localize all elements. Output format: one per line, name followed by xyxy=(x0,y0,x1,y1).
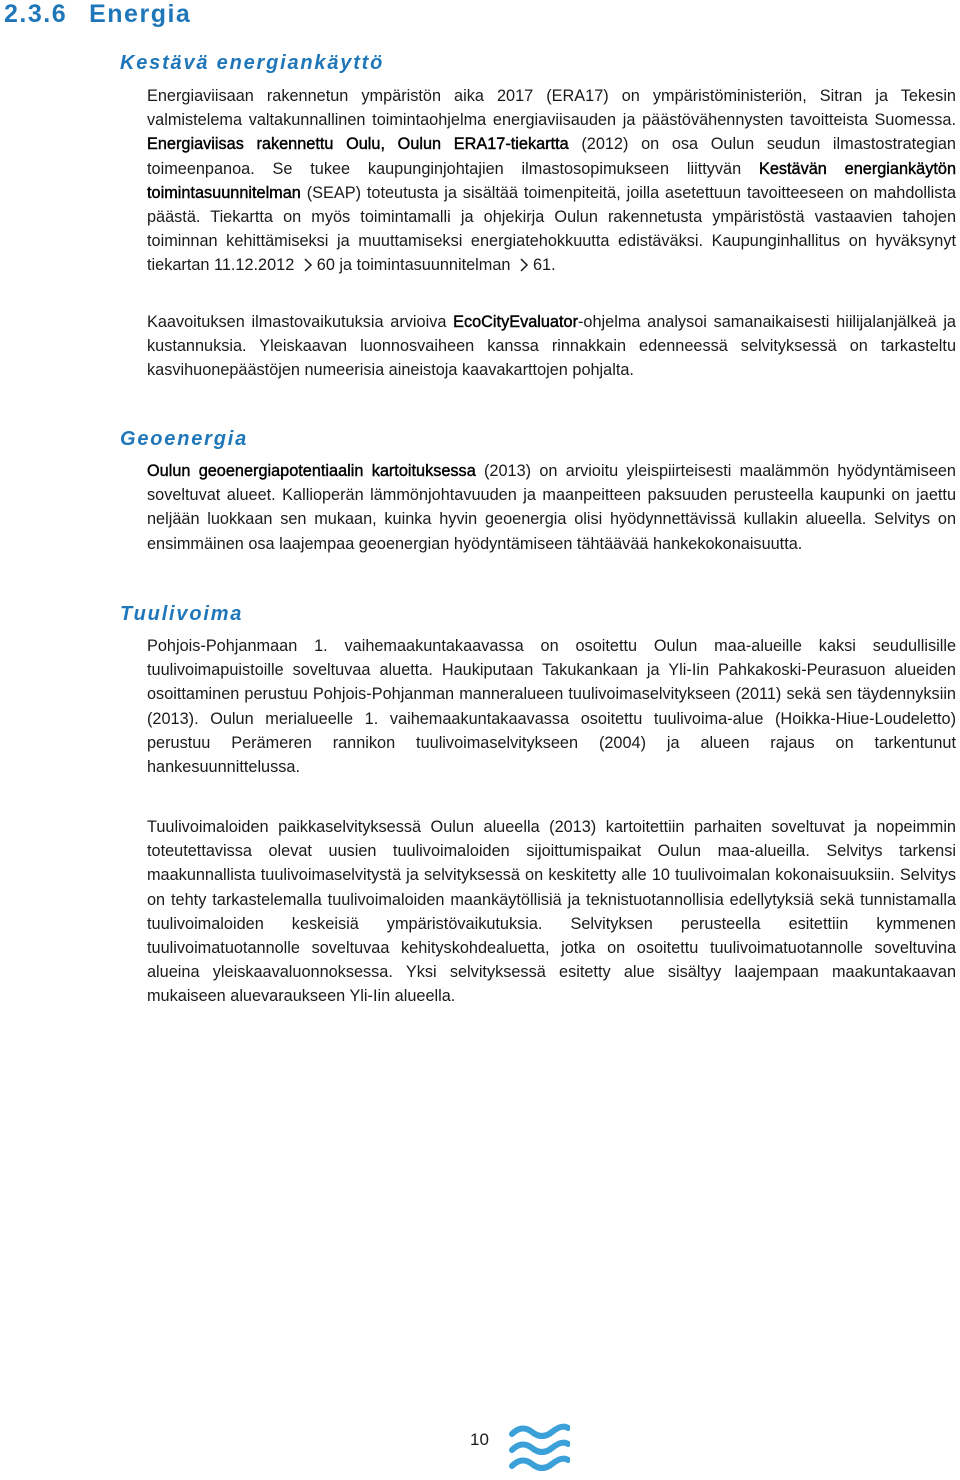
text-span: 61. xyxy=(533,256,556,275)
text-span: (2013) on arvioitu yleispiirteisesti maalämmön hyödyntämiseen soveltuvat alueet. Kallioperän lämmönjohtavuuden ja maanpeitteen paksuuden perusteella kaupunki on jaettu neljään luokkaan sen mukaan, kuinka hyvin geoenergia olisi hyödynnettävissä kullakin alueella. Selvitys on ensimmäinen osa laajempaa geoenergian hyödyntämiseen tähtäävää hankekokonaisuutta. xyxy=(147,462,956,553)
reference-arrow-icon[interactable] xyxy=(518,258,530,272)
link-era17-tiekartta[interactable]: Energiaviisas rakennettu Oulu, Oulun ERA17-tiekartta xyxy=(147,135,569,154)
text-span: Energiaviisaan rakennetun ympäristön aika 2017 (ERA17) on ympäristöministeriön, Sitran ja Tekesin valmistelema valtakunnallinen toimintaohjelma energiaviisauden ja päästövähennysten tavoitteista Suomessa. xyxy=(147,87,956,130)
paragraph-kestava-2 xyxy=(147,310,956,383)
subheading-tuulivoima: Tuulivoima xyxy=(120,603,244,625)
link-ecocityevaluator[interactable]: EcoCityEvaluator xyxy=(453,313,578,331)
link-geoenergiapotentiaali[interactable]: Oulun geoenergiapotentiaalin kartoituksessa xyxy=(147,462,476,480)
section-heading xyxy=(4,0,191,29)
text-span: (SEAP) toteutusta ja sisältää toimenpiteitä, joilla asetettuun tavoitteeseen on mahdollista päästä. Tiekartta on myös toimintamalli ja ohjekirja Oulun rakennetusta ympäristöstä vastaavien tahojen toiminnan kehittämiseksi ja muuttamiseksi energiatehokkuutta edistäväksi. Kaupunginhallitus on hyväksynyt tiekartan 11.12.2012 xyxy=(147,183,956,275)
text-span: Kaavoituksen ilmastovaikutuksia arvioiva xyxy=(147,313,454,331)
section-title: Energia xyxy=(89,0,192,28)
paragraph-kestava-1 xyxy=(147,84,956,278)
paragraph-tuulivoima-1: Pohjois-Pohjanmaan 1. vaihemaakuntakaavassa on osoitettu Oulun maa-alueille kaksi seudullisille tuulivoimapuistoille soveltuvaa aluetta. Haukiputaan Takukankaan ja Yli-Iin Pahkakoski-Peurasuon alueiden osoittaminen perustuu Pohjois-Pohjanman manneralueen tuulivoimaselvitykseen (2011) sekä sen täydennyksiin (2013). Oulun merialueelle 1. vaihemaakuntakaavassa osoitettu tuulivoima-alue (Hoikka-Hiue-Loudeletto) perustuu Perämeren rannikon tuulivoimaselvitykseen (2004) ja alueen rajaus on tarkentunut hankesuunnittelussa. xyxy=(147,637,956,777)
text-span: (2012) on osa Oulun seudun ilmastostrategian toimeenpanoa. Se tukee kaupunginjohtajien ilmastosopimukseen liittyvän xyxy=(147,135,956,178)
text-span: 60 ja toimintasuunnitelman xyxy=(316,256,515,275)
section-number: 2.3.6 xyxy=(4,0,68,28)
subheading-geoenergia: Geoenergia xyxy=(120,428,249,450)
page-number: 10 xyxy=(470,1430,489,1449)
paragraph-tuulivoima-2: Tuulivoimaloiden paikkaselvityksessä Oulun alueella (2013) kartoitettiin parhaiten soveltuvat ja nopeimmin toteutettavissa olevat uusien tuulivoimaloiden sijoittumispaikat Oulun maa-alueilla. Selvitys tarkensi maakunnallista tuulivoimaselvitystä ja selvityksessä on keskitetty alle 10 tuulivoimalan kokonaisuuksiin. Selvitys on tehty tarkastelemalla tuulivoimaloiden maankäytöllisiä ja teknistuotannollisia edellytyksiä sekä tunnistamalla tuulivoimaloiden keskeisiä ympäristövaikutuksia. Selvityksen perusteella esitettiin kymmenen tuulivoimatuotannolle soveltuvaa kehityskohdealuetta, jotka on osoitettu tuulivoimatuotannolle soveltuvina alueina yleiskaavaluonnoksessa. Yksi selvityksessä esitetty alue sisältyy laajempaan maakuntakaavan mukaiseen aluevaraukseen Yli-Iin alueella. xyxy=(147,818,956,1006)
reference-arrow-icon[interactable] xyxy=(302,258,314,272)
paragraph-geoenergia-1 xyxy=(147,459,956,556)
link-seap[interactable]: Kestävän energiankäytön toimintasuunnitelman xyxy=(147,159,957,202)
subheading-kestava-energiankaytto: Kestävä energiankäyttö xyxy=(120,52,385,74)
text-span: -ohjelma analysoi samanaikaisesti hiilijalanjälkeä ja kustannuksia. Yleiskaavan luonnosvaiheen kanssa rinnakkain edenneessä selvityksessä on tarkasteltu kasvihuonepäästöjen numeerisia aineistoja kaavakarttojen pohjalta. xyxy=(147,313,956,380)
wave-logo-icon xyxy=(508,1418,570,1478)
